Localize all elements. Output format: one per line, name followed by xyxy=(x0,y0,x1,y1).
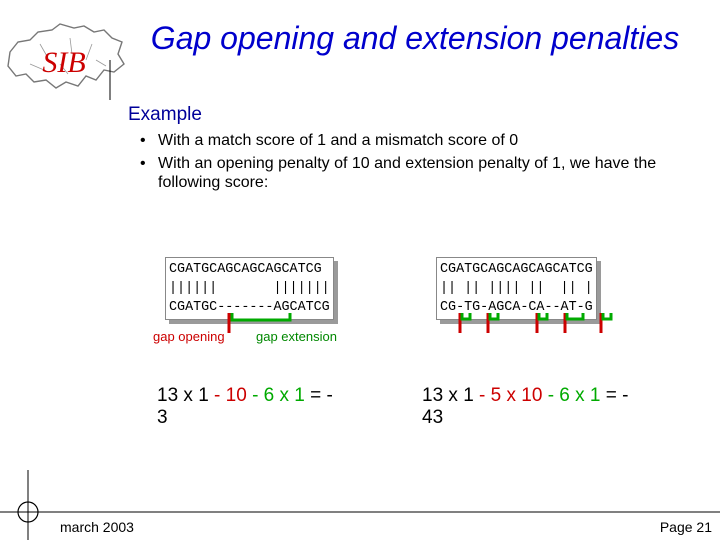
alignment-line-bottom: CGATGC-------AGCATCG xyxy=(169,300,330,315)
logo-text: SIB xyxy=(42,46,86,79)
alignment-box-left xyxy=(165,257,334,320)
bullet-text: With an opening penalty of 10 and extension penalty of 1, we have the following score: xyxy=(158,155,657,191)
score-term-opening: - 5 x 10 xyxy=(473,385,543,406)
sib-logo xyxy=(0,14,128,102)
alignment-line-top: CGATGCAGCAGCAGCATCG xyxy=(440,262,593,277)
alignment-line-bottom: CG-TG-AGCA-CA--AT-G xyxy=(440,300,593,315)
alignment-line-top: CGATGCAGCAGCAGCATCG xyxy=(169,262,322,277)
bullet-text: With a match score of 1 and a mismatch score of 0 xyxy=(158,132,519,149)
bullet-marker: • xyxy=(140,155,146,172)
score-right xyxy=(422,385,662,429)
crosshair-icon xyxy=(18,502,38,522)
alignment-box-right xyxy=(436,257,597,320)
footer-date: march 2003 xyxy=(60,519,134,535)
score-term-equals: = - xyxy=(600,385,629,406)
switzerland-map-icon xyxy=(0,14,128,102)
bullet-marker: • xyxy=(140,132,146,149)
gap-extension-label: gap extension xyxy=(256,329,337,344)
page-number: Page 21 xyxy=(659,519,712,535)
alignment-line-match: |||||| ||||||| xyxy=(169,281,330,296)
score-term-opening: - 10 xyxy=(208,385,247,406)
section-heading: Example xyxy=(128,104,202,125)
gap-opening-label: gap opening xyxy=(153,329,225,344)
score-term-match: 13 x 1 xyxy=(422,385,474,406)
score-result: 43 xyxy=(422,407,444,428)
score-term-equals: = - xyxy=(304,385,333,406)
alignment-line-match: || || |||| || || | xyxy=(440,281,593,296)
score-term-extension: - 6 x 1 xyxy=(246,385,305,406)
score-result: 3 xyxy=(157,407,168,428)
score-term-extension: - 6 x 1 xyxy=(542,385,601,406)
score-left xyxy=(157,385,397,429)
score-term-match: 13 x 1 xyxy=(157,385,209,406)
page-title: Gap opening and extension penalties xyxy=(150,20,680,56)
